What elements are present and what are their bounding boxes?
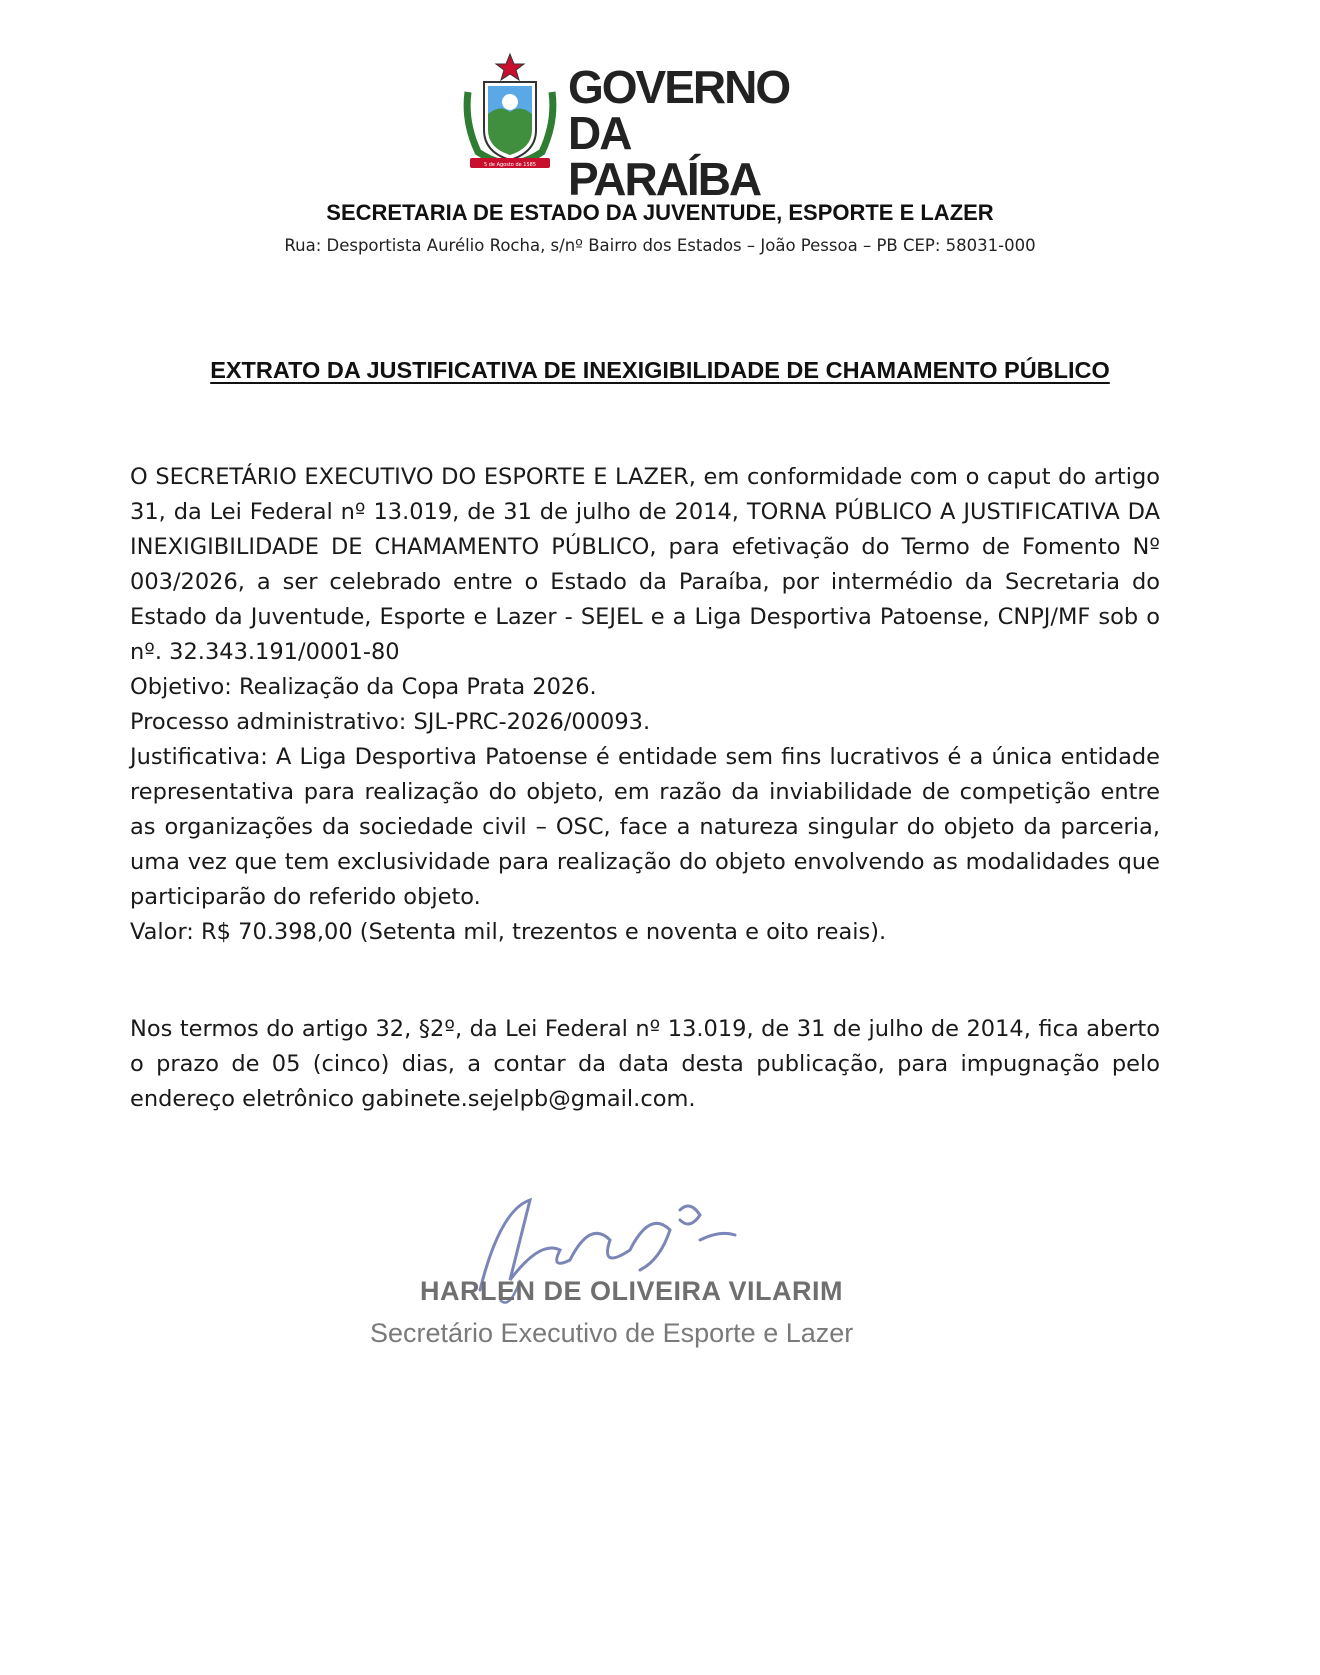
state-crest-icon [460,52,560,170]
justification-paragraph: Justificativa: A Liga Desportiva Patoense é entidade sem fins lucrativos é a única entidade representativa para realização do objeto, em razão da inviabilidade de competição entre as organizações da sociedade civil – OSC, face a natureza singular do objeto da parceria, uma vez que tem exclusividade para realização do objeto envolvendo as modalidades que participarão do referido objeto. [130,744,1160,910]
crest-ribbon-text: 5 de Agosto de 1585 [483,162,537,168]
logo-line-1: GOVERNO [568,61,790,113]
intro-paragraph: O SECRETÁRIO EXECUTIVO DO ESPORTE E LAZER, em conformidade com o caput do artigo 31, da Lei Federal nº 13.019, de 31 de julho de 2014, TORNA PÚBLICO A JUSTIFICATIVA DA INEXIGIBILIDADE DE CHAMAMENTO PÚBLICO, para efetivação do Termo de Fomento Nº 003/2026, a ser celebrado entre o Estado da Paraíba, por intermédio da Secretaria do Estado da Juventude, Esporte e Lazer - SEJEL e a Liga Desportiva Patoense, CNPJ/MF sob o nº. 32.343.191/0001-80 [130,464,1160,665]
document-title: EXTRATO DA JUSTIFICATIVA DE INEXIGIBILIDADE DE CHAMAMENTO PÚBLICO [210,357,1110,383]
signatory-role: Secretário Executivo de Esporte e Lazer [370,1318,854,1348]
process-line: Processo administrativo: SJL-PRC-2026/00093. [130,709,651,735]
document-body [130,460,1160,950]
logo-line-2: DA PARAÍBA [568,107,761,205]
signatory-name: HARLEN DE OLIVEIRA VILARIM [420,1276,844,1306]
signature-block [360,1180,880,1360]
objective-line: Objetivo: Realização da Copa Prata 2026. [130,674,597,700]
closing-paragraph: Nos termos do artigo 32, §2º, da Lei Federal nº 13.019, de 31 de julho de 2014, fica aberto o prazo de 05 (cinco) dias, a contar da data desta publicação, para impugnação pelo endereço eletrônico gabinete.sejelpb@gmail.com. [130,1016,1160,1112]
organization-name: SECRETARIA DE ESTADO DA JUVENTUDE, ESPORTE E LAZER [326,200,994,225]
government-logo [460,52,820,205]
logo-wordmark [568,61,820,205]
organization-address: Rua: Desportista Aurélio Rocha, s/nº Bairro dos Estados – João Pessoa – PB CEP: 58031-000 [284,236,1036,255]
value-line: Valor: R$ 70.398,00 (Setenta mil, trezentos e noventa e oito reais). [130,919,887,945]
